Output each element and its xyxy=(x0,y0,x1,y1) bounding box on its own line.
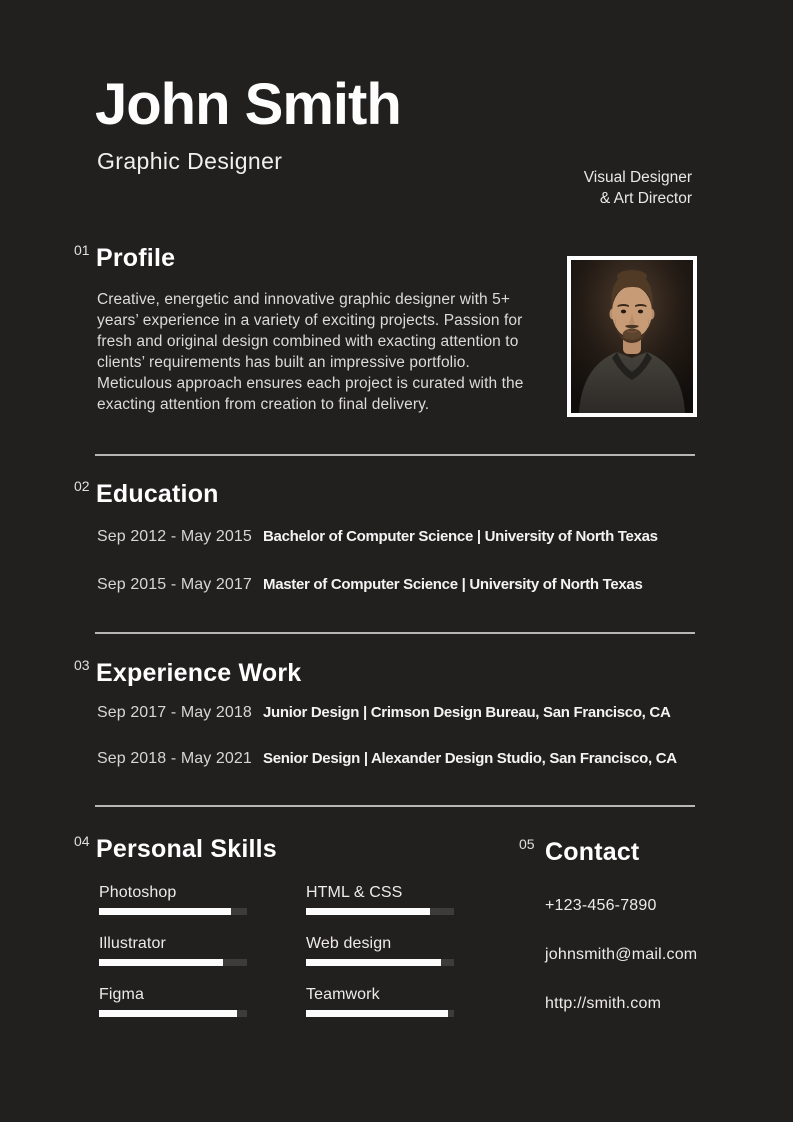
skill-label: Illustrator xyxy=(99,935,166,952)
experience-period: Sep 2017 - May 2018 xyxy=(97,704,252,721)
skill-bar xyxy=(306,908,454,915)
skill-label: Photoshop xyxy=(99,884,177,901)
divider xyxy=(95,632,695,634)
section-title-experience: Experience Work xyxy=(96,659,302,687)
skill-bar-fill xyxy=(306,908,430,915)
education-row xyxy=(97,576,697,594)
experience-detail: Senior Design | Alexander Design Studio, San Francisco, CA xyxy=(263,750,677,767)
education-detail: Master of Computer Science | University of North Texas xyxy=(263,576,643,593)
skill-bar-fill xyxy=(99,959,223,966)
experience-period: Sep 2018 - May 2021 xyxy=(97,750,252,767)
skill-bar xyxy=(306,959,454,966)
experience-detail: Junior Design | Crimson Design Bureau, San Francisco, CA xyxy=(263,704,671,721)
section-title-skills: Personal Skills xyxy=(96,835,277,863)
section-number-education: 02 xyxy=(74,478,90,494)
education-period: Sep 2012 - May 2015 xyxy=(97,528,252,545)
skill-item xyxy=(306,986,456,1017)
contact-phone: +123-456-7890 xyxy=(545,897,657,914)
role-block xyxy=(584,167,692,209)
divider xyxy=(95,454,695,456)
section-number-experience: 03 xyxy=(74,657,90,673)
job-title: Graphic Designer xyxy=(97,148,283,174)
portrait-illustration xyxy=(571,260,693,413)
skill-bar-fill xyxy=(306,959,441,966)
skills-column-left xyxy=(99,884,249,1037)
section-title-profile: Profile xyxy=(96,244,176,272)
skill-bar xyxy=(99,1010,247,1017)
profile-photo xyxy=(567,256,697,417)
contact-email: johnsmith@mail.com xyxy=(545,946,698,963)
skill-item xyxy=(306,935,456,966)
section-number-skills: 04 xyxy=(74,833,90,849)
skill-bar-fill xyxy=(99,908,231,915)
section-number-contact: 05 xyxy=(519,836,535,852)
education-row xyxy=(97,528,697,546)
education-detail: Bachelor of Computer Science | University of North Texas xyxy=(263,528,658,545)
skill-item xyxy=(306,884,456,915)
page-title: John Smith xyxy=(95,72,401,137)
skill-label: Web design xyxy=(306,935,392,952)
role-line-2: & Art Director xyxy=(599,190,692,207)
skill-bar-fill xyxy=(306,1010,448,1017)
experience-row xyxy=(97,750,697,768)
skill-label: Teamwork xyxy=(306,986,380,1003)
skill-bar-fill xyxy=(99,1010,237,1017)
skill-bar xyxy=(99,959,247,966)
section-title-contact: Contact xyxy=(545,838,640,866)
education-period: Sep 2015 - May 2017 xyxy=(97,576,252,593)
skill-item xyxy=(99,884,249,915)
contact-website: http://smith.com xyxy=(545,995,662,1012)
role-line-1: Visual Designer xyxy=(583,169,692,186)
skills-column-right xyxy=(306,884,456,1037)
skill-bar xyxy=(99,908,247,915)
contact-list xyxy=(545,897,735,1044)
skill-label: Figma xyxy=(99,986,144,1003)
divider xyxy=(95,805,695,807)
profile-text: Creative, energetic and innovative graphic designer with 5+ years’ experience in a variety of exciting projects. Passion for fresh and original design combined with exacting attention to clients’ requirements has built an impressive portfolio. Meticulous approach ensures each project is curated with the exacting attention from creation to final delivery. xyxy=(97,291,524,413)
section-title-education: Education xyxy=(96,480,219,508)
section-number-profile: 01 xyxy=(74,242,90,258)
skill-bar xyxy=(306,1010,454,1017)
skill-label: HTML & CSS xyxy=(306,884,403,901)
experience-row xyxy=(97,704,697,722)
skill-item xyxy=(99,935,249,966)
skill-item xyxy=(99,986,249,1017)
